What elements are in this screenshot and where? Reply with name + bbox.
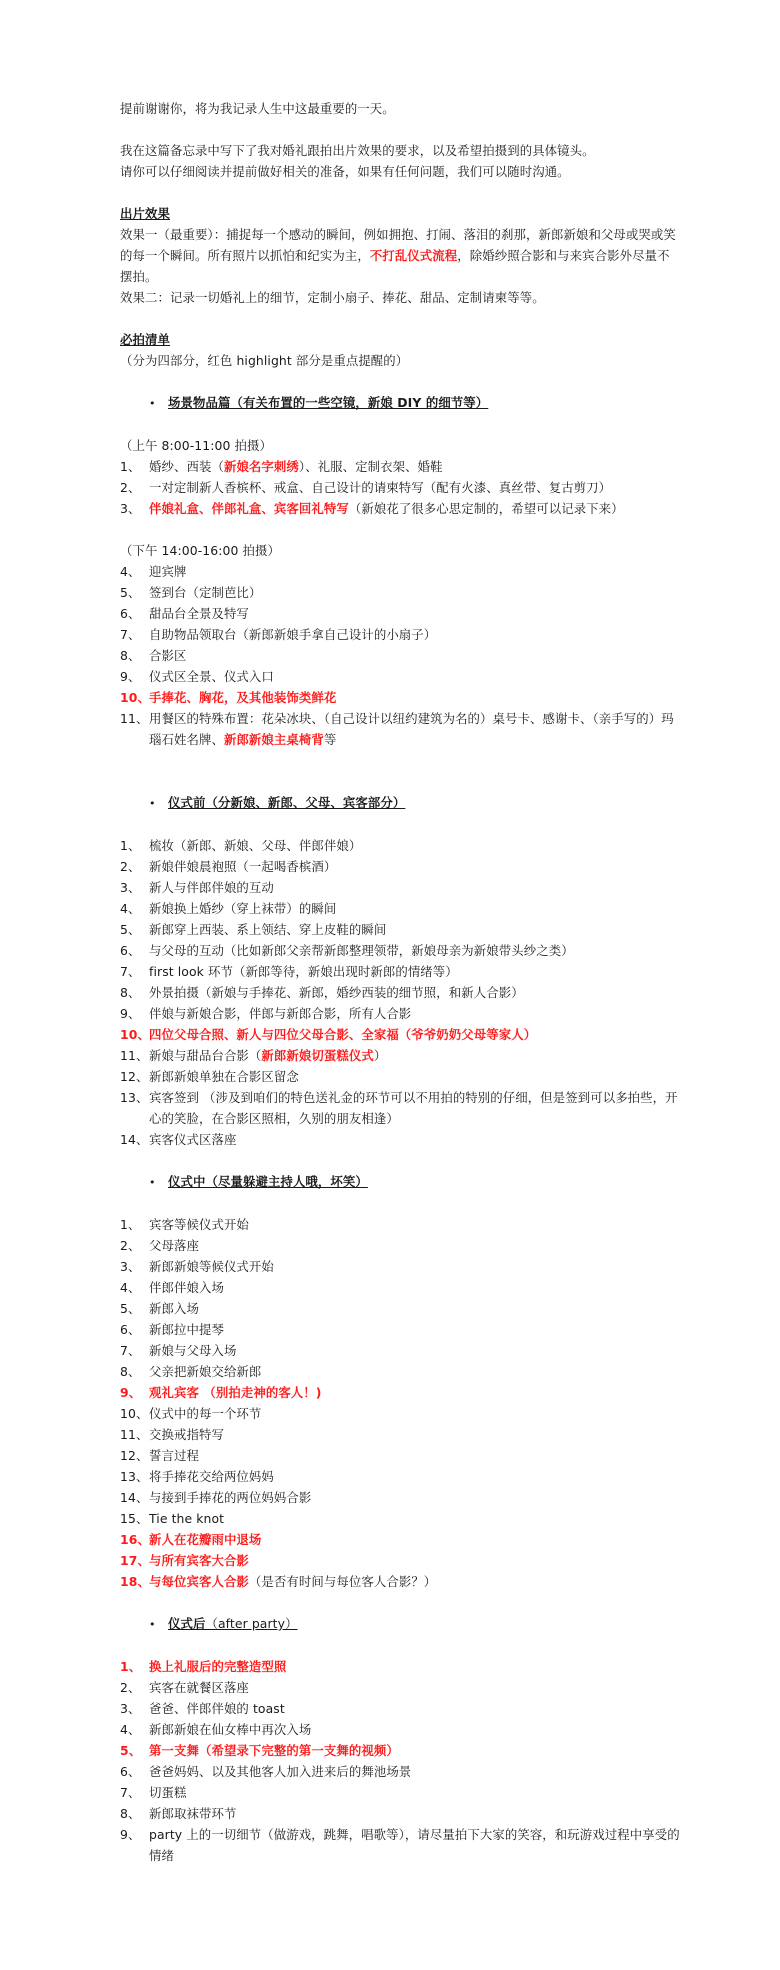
list-item: 4、 伴郎伴娘入场 — [120, 1280, 224, 1295]
list-item: 5、 新郎入场 — [120, 1301, 199, 1316]
list-item: 11、 用餐区的特殊布置：花朵冰块、（自己设计以纽约建筑为名的）桌号卡、感谢卡、（亲手写的）玛瑙石姓名牌、新郎新娘主桌椅背等 — [120, 711, 674, 747]
list-item: 1、 梳妆（新郎、新娘、父母、伴郎伴娘） — [120, 838, 362, 853]
list-item: 10、 仪式中的每一个环节 — [120, 1406, 262, 1421]
list-item: 3、 新郎新娘等候仪式开始 — [120, 1259, 274, 1274]
bullet-icon: • — [149, 1176, 156, 1189]
list-item: 12、 新郎新娘单独在合影区留念 — [120, 1069, 299, 1084]
list-item: 8、 合影区 — [120, 648, 187, 663]
list-item: 5、 签到台（定制芭比） — [120, 585, 262, 600]
section-pre-ceremony-title: • 仪式前（分新娘、新郎、父母、宾客部分） — [149, 792, 680, 814]
list-item: 3、 伴娘礼盒、伴郎礼盒、宾客回礼特写（新娘花了很多心思定制的，希望可以记录下来） — [120, 501, 624, 516]
list-item: 2、 父母落座 — [120, 1238, 199, 1253]
section-after-ceremony-title: • 仪式后（after party） — [149, 1613, 680, 1635]
list-item: 9、 party 上的一切细节（做游戏，跳舞，唱歌等），请尽量拍下大家的笑容，和玩游戏过程中享受的情绪 — [120, 1827, 680, 1863]
effects-heading: 出片效果 — [120, 206, 170, 221]
list-item: 8、 父亲把新娘交给新郎 — [120, 1364, 262, 1379]
checklist-heading: 必拍清单 — [120, 332, 170, 347]
list-item: 2、 新娘伴娘晨袍照（一起喝香槟酒） — [120, 859, 337, 874]
list-item: 9、 观礼宾客 （别拍走神的客人！) — [120, 1385, 322, 1400]
list-item: 1、 宾客等候仪式开始 — [120, 1217, 249, 1232]
list-item: 6、 爸爸妈妈、以及其他客人加入进来后的舞池场景 — [120, 1764, 412, 1779]
list-item: 2、 一对定制新人香槟杯、戒盒、自己设计的请柬特写（配有火漆、真丝带、复古剪刀） — [120, 480, 612, 495]
list-item: 7、 新娘与父母入场 — [120, 1343, 237, 1358]
list-item: 14、 宾客仪式区落座 — [120, 1132, 237, 1147]
list-item: 12、 誓言过程 — [120, 1448, 199, 1463]
list-item: 7、 first look 环节（新郎等待，新娘出现时新郎的情绪等） — [120, 964, 458, 979]
list-item: 1、 婚纱、西装（新娘名字刺绣）、礼服、定制衣架、婚鞋 — [120, 459, 443, 474]
list-item: 6、 与父母的互动（比如新郎父亲帮新郎整理领带，新娘母亲为新娘带头纱之类） — [120, 943, 574, 958]
list-item: 7、 自助物品领取台（新郎新娘手拿自己设计的小扇子） — [120, 627, 437, 642]
list-item: 15、 Tie the knot — [120, 1511, 225, 1526]
list-item: 13、 将手捧花交给两位妈妈 — [120, 1469, 274, 1484]
list-item: 2、 宾客在就餐区落座 — [120, 1680, 249, 1695]
list-item: 16、 新人在花瓣雨中退场 — [120, 1532, 262, 1547]
list-item: 17、 与所有宾客大合影 — [120, 1553, 249, 1568]
list-item: 9、 仪式区全景、仪式入口 — [120, 669, 274, 684]
list-item: 10、 四位父母合照、新人与四位父母合影、全家福（爷爷奶奶父母等家人） — [120, 1027, 537, 1042]
list-item: 4、 迎宾牌 — [120, 564, 187, 579]
intro-thanks: 提前谢谢你，将为我记录人生中这最重要的一天。 — [120, 101, 395, 116]
list-item: 4、 新郎新娘在仙女棒中再次入场 — [120, 1722, 312, 1737]
list-item: 13、 宾客签到 （涉及到咱们的特色送礼金的环节可以不用拍的特别的仔细，但是签到可以多拍些，开心的笑脸，在合影区照相，久别的朋友相逢） — [120, 1090, 678, 1126]
morning-time: （上午 8:00-11:00 拍摄） — [120, 438, 273, 453]
bullet-icon: • — [149, 797, 156, 810]
list-item: 5、 第一支舞（希望录下完整的第一支舞的视频） — [120, 1743, 399, 1758]
list-item: 6、 新郎拉中提琴 — [120, 1322, 224, 1337]
list-item: 11、 新娘与甜品台合影（新郎新娘切蛋糕仪式） — [120, 1048, 387, 1063]
list-item: 4、 新娘换上婚纱（穿上袜带）的瞬间 — [120, 901, 337, 916]
bullet-icon: • — [149, 1618, 156, 1631]
list-item: 3、 爸爸、伴郎伴娘的 toast — [120, 1701, 285, 1716]
afternoon-time: （下午 14:00-16:00 拍摄） — [120, 543, 281, 558]
list-item: 11、 交换戒指特写 — [120, 1427, 224, 1442]
list-item: 10、 手捧花、胸花，及其他装饰类鲜花 — [120, 690, 337, 705]
list-item: 7、 切蛋糕 — [120, 1785, 187, 1800]
memo-document — [120, 98, 680, 1866]
list-item: 18、 与每位宾客人合影（是否有时间与每位客人合影？） — [120, 1574, 437, 1589]
intro-line-2: 请你可以仔细阅读并提前做好相关的准备，如果有任何问题，我们可以随时沟通。 — [120, 164, 570, 179]
section-ceremony-title: • 仪式中（尽量躲避主持人哦，坏笑） — [149, 1171, 680, 1193]
bullet-icon: • — [149, 397, 156, 410]
section-scene-title: • 场景物品篇（有关布置的一些空镜，新娘 DIY 的细节等） — [149, 392, 680, 414]
effect-one: 效果一（最重要）：捕捉每一个感动的瞬间，例如拥抱、打闹、落泪的刹那，新郎新娘和父母或哭或笑的每一个瞬间。所有照片以抓怕和纪实为主，不打乱仪式流程，除婚纱照合影和与来宾合影外尽量不摆拍。 — [120, 227, 676, 284]
effect-one-highlight: 不打乱仪式流程 — [369, 248, 458, 263]
list-item: 8、 外景拍摄（新娘与手捧花、新郎，婚纱西装的细节照，和新人合影） — [120, 985, 524, 1000]
effect-two: 效果二：记录一切婚礼上的细节，定制小扇子、捧花、甜品、定制请柬等等。 — [120, 290, 545, 305]
checklist-note: （分为四部分，红色 highlight 部分是重点提醒的） — [120, 353, 409, 368]
list-item: 1、 换上礼服后的完整造型照 — [120, 1659, 287, 1674]
intro-line-1: 我在这篇备忘录中写下了我对婚礼跟拍出片效果的要求，以及希望拍摄到的具体镜头。 — [120, 143, 595, 158]
list-item: 5、 新郎穿上西装、系上领结、穿上皮鞋的瞬间 — [120, 922, 387, 937]
list-item: 6、 甜品台全景及特写 — [120, 606, 249, 621]
list-item: 9、 伴娘与新娘合影，伴郎与新郎合影，所有人合影 — [120, 1006, 412, 1021]
list-item: 14、 与接到手捧花的两位妈妈合影 — [120, 1490, 312, 1505]
list-item: 3、 新人与伴郎伴娘的互动 — [120, 880, 274, 895]
list-item: 8、 新郎取袜带环节 — [120, 1806, 237, 1821]
